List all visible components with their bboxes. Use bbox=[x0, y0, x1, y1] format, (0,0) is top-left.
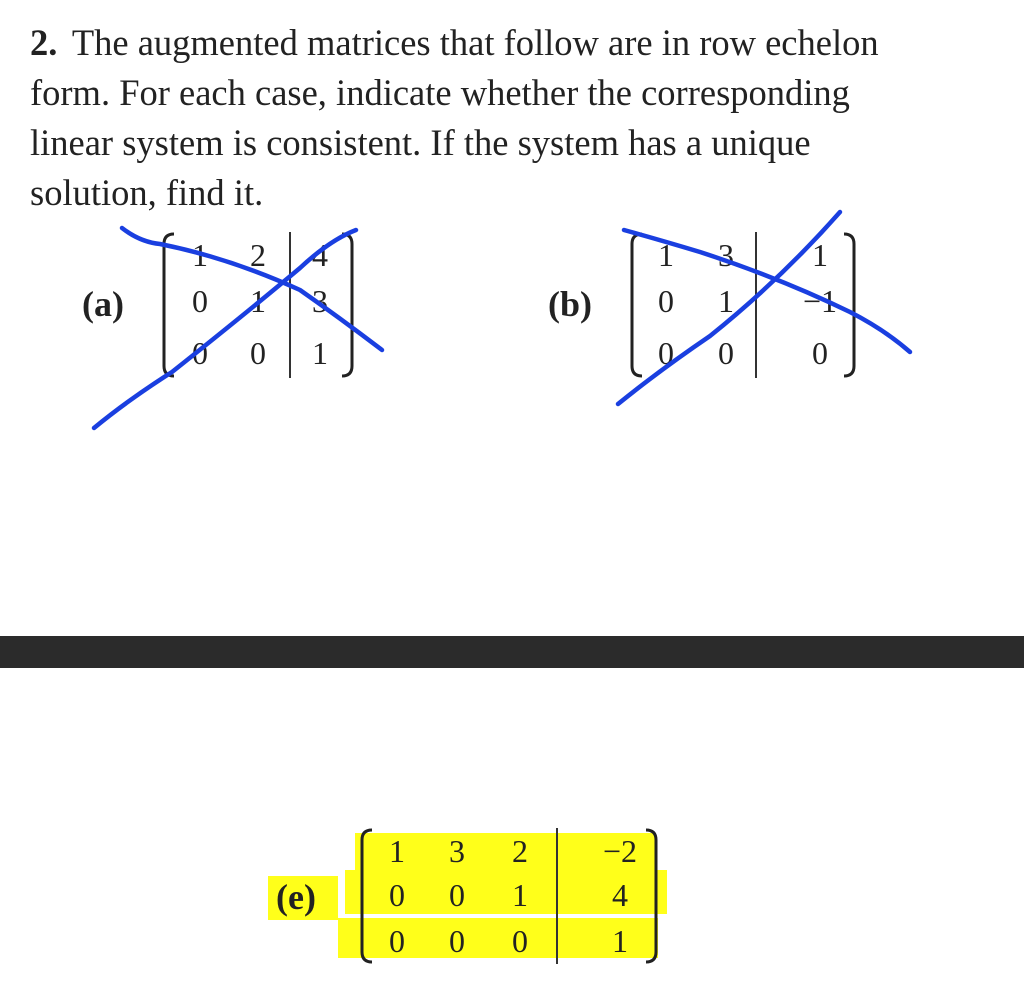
matrix-b-cell: 0 bbox=[812, 335, 828, 371]
matrix-b-cell: 0 bbox=[658, 335, 674, 371]
matrix-e-cell: 1 bbox=[612, 923, 628, 959]
matrix-e-cell: 3 bbox=[449, 833, 465, 869]
matrix-e-cell: 0 bbox=[389, 923, 405, 959]
matrix-b-cell: 1 bbox=[812, 237, 828, 273]
matrix-b-cell: 0 bbox=[718, 335, 734, 371]
matrix-b-cell: 1 bbox=[718, 283, 734, 319]
matrix-b-right-bracket bbox=[842, 232, 858, 378]
matrix-a-right-bracket bbox=[340, 232, 356, 378]
matrix-a-cell: 0 bbox=[250, 335, 266, 371]
matrix-e-cell: 1 bbox=[389, 833, 405, 869]
problem-number: 2. bbox=[30, 22, 58, 63]
matrix-e-cell: 0 bbox=[449, 923, 465, 959]
matrix-e-cell: 0 bbox=[512, 923, 528, 959]
matrix-a-cell: 0 bbox=[192, 335, 208, 371]
matrix-a-cell: 1 bbox=[250, 283, 266, 319]
matrix-b-cell: 3 bbox=[718, 237, 734, 273]
augment-divider bbox=[755, 232, 757, 378]
matrix-a-cell: 1 bbox=[312, 335, 328, 371]
matrix-a-left-bracket bbox=[160, 232, 176, 378]
matrix-a-cell: 4 bbox=[312, 237, 328, 273]
augment-divider bbox=[289, 232, 291, 378]
matrix-b-label: (b) bbox=[548, 284, 592, 324]
augment-divider bbox=[556, 828, 558, 964]
matrix-e-cell: 1 bbox=[512, 877, 528, 913]
matrix-e-right-bracket bbox=[644, 828, 660, 964]
matrix-e-left-bracket bbox=[358, 828, 374, 964]
matrix-b-cell: 1 bbox=[658, 237, 674, 273]
matrix-e-cell: 0 bbox=[389, 877, 405, 913]
matrix-e-cell: −2 bbox=[602, 833, 638, 869]
matrix-a-cell: 1 bbox=[192, 237, 208, 273]
problem-statement bbox=[30, 18, 880, 218]
matrix-b-cell: −1 bbox=[802, 283, 838, 319]
problem-text: The augmented matrices that follow are in row echelon form. For each case, indicate whether the corresponding linear system is consistent. If the system has a unique solution, find it. bbox=[30, 22, 879, 213]
matrix-a-cell: 3 bbox=[312, 283, 328, 319]
matrix-a-cell: 2 bbox=[250, 237, 266, 273]
matrix-b-cell: 0 bbox=[658, 283, 674, 319]
matrix-a-cell: 0 bbox=[192, 283, 208, 319]
page-separator-band bbox=[0, 636, 1024, 668]
matrix-e-label: (e) bbox=[276, 877, 316, 917]
matrix-e-cell: 0 bbox=[449, 877, 465, 913]
matrix-e-cell: 4 bbox=[612, 877, 628, 913]
matrix-e-cell: 2 bbox=[512, 833, 528, 869]
matrix-b-left-bracket bbox=[628, 232, 644, 378]
matrix-a-label: (a) bbox=[82, 284, 124, 324]
